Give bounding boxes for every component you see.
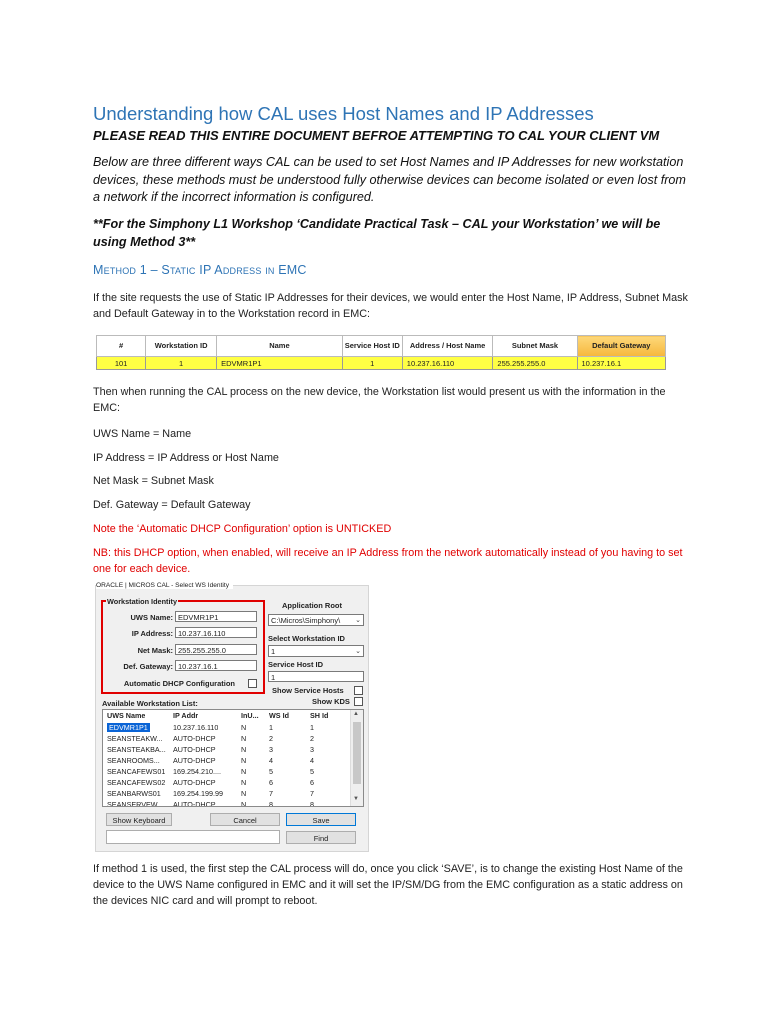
show-keyboard-button[interactable]: Show Keyboard (106, 813, 172, 826)
available-ws-list-label: Available Workstation List: (102, 699, 198, 708)
list-item[interactable] (103, 744, 350, 755)
col-subnet-mask: Subnet Mask (493, 336, 577, 357)
scroll-thumb[interactable] (353, 722, 361, 784)
list-cell: N (241, 745, 247, 754)
cell-service-host-id: 1 (342, 357, 402, 370)
list-cell: 7 (269, 789, 273, 798)
col-default-gateway: Default Gateway (577, 336, 665, 357)
list-item[interactable] (103, 766, 350, 777)
table-row (97, 357, 666, 370)
dialog-title: ORACLE | MICROS CAL - Select WS Identity (96, 582, 233, 589)
list-cell: 7 (310, 789, 314, 798)
list-cell: SEANBARWS01 (107, 789, 161, 798)
save-button[interactable]: Save (286, 813, 356, 826)
dhcp-checkbox[interactable] (248, 679, 257, 688)
cell-address: 10.237.16.110 (402, 357, 493, 370)
cell-subnet-mask: 255.255.255.0 (493, 357, 577, 370)
list-cell: 10.237.16.110 (173, 723, 219, 732)
emc-workstation-table (96, 335, 666, 370)
list-cell: N (241, 734, 247, 743)
method1-heading: Method 1 – Static IP Address in EMC (93, 263, 307, 277)
list-cell: 4 (310, 756, 314, 765)
list-header (103, 710, 350, 721)
list-cell: N (241, 789, 247, 798)
def-gateway-field[interactable]: 10.237.16.1 (175, 660, 257, 671)
uws-name-label: UWS Name: (130, 613, 173, 622)
uws-name-field[interactable]: EDVMR1P1 (175, 611, 257, 622)
intro-paragraph: Below are three different ways CAL can be used to set Host Names and IP Addresses for new workstation devices, these methods must be understood fully otherwise devices can become isolated or even lost from a network if the incorrect information is configured. (93, 155, 686, 204)
list-cell: AUTO-DHCP (173, 778, 216, 787)
list-cell: SEANROOMS... (107, 756, 160, 765)
list-cell: SEANSERVEW... (107, 800, 164, 807)
workstation-identity-group: Workstation Identity (107, 597, 178, 606)
list-cell: N (241, 756, 247, 765)
show-service-hosts-label: Show Service Hosts (272, 686, 344, 695)
select-ws-id-value: 1 (271, 647, 276, 656)
cell-number: 101 (97, 357, 146, 370)
application-root-value: C:\Micros\Simphony\ (271, 616, 341, 625)
list-cell: N (241, 800, 247, 807)
select-ws-id-label: Select Workstation ID (268, 634, 345, 643)
workshop-note: **For the Simphony L1 Workshop ‘Candidate Practical Task – CAL your Workstation’ we will be using Method 3** (93, 217, 661, 249)
select-ws-id-combo[interactable] (268, 645, 364, 657)
ip-address-label: IP Address: (131, 629, 173, 638)
list-cell: 2 (310, 734, 314, 743)
list-cell: SEANSTEAKW... (107, 734, 163, 743)
list-cell: SEANCAFEWS01 (107, 767, 166, 776)
cancel-button[interactable]: Cancel (210, 813, 280, 826)
list-cell: 8 (269, 800, 273, 807)
list-cell: 1 (269, 723, 273, 732)
def-gateway-label: Def. Gateway: (123, 662, 173, 671)
list-cell: SEANCAFEWS02 (107, 778, 166, 787)
list-cell: SEANSTEAKBA... (107, 745, 166, 754)
show-kds-checkbox[interactable] (354, 697, 363, 706)
list-col-inuse[interactable]: InU... (241, 711, 259, 720)
cell-workstation-id: 1 (146, 357, 217, 370)
cal-select-ws-dialog (95, 582, 369, 852)
list-cell: AUTO-DHCP (173, 756, 216, 765)
col-address: Address / Host Name (402, 336, 493, 357)
list-cell: 5 (269, 767, 273, 776)
mapping-gateway: Def. Gateway = Default Gateway (93, 499, 251, 511)
method1-intro: If the site requests the use of Static IP Addresses for their devices, we would enter the Host Name, IP Address, Subnet Mask and Default Gateway in to the Workstation record in EMC: (93, 292, 688, 320)
list-item[interactable] (103, 755, 350, 766)
mapping-ip: IP Address = IP Address or Host Name (93, 452, 279, 464)
list-cell: 8 (310, 800, 314, 807)
list-item[interactable] (103, 777, 350, 788)
cal-intro: Then when running the CAL process on the new device, the Workstation list would present us with the information in the EMC: (93, 386, 666, 414)
service-host-id-label: Service Host ID (268, 660, 324, 669)
list-cell: AUTO-DHCP (173, 800, 216, 807)
list-cell: 6 (269, 778, 273, 787)
chevron-down-icon: ⌄ (355, 617, 361, 624)
dhcp-note: Note the ‘Automatic DHCP Configuration’ option is UNTICKED (93, 523, 392, 535)
list-cell: N (241, 778, 247, 787)
chevron-down-icon: ⌄ (355, 648, 361, 655)
list-cell: 2 (269, 734, 273, 743)
list-cell: 3 (269, 745, 273, 754)
list-col-ip-addr[interactable]: IP Addr (173, 711, 199, 720)
dhcp-nb: NB: this DHCP option, when enabled, will receive an IP Address from the network automatically instead of you having to set one for each device. (93, 547, 683, 575)
list-cell: AUTO-DHCP (173, 745, 216, 754)
available-workstation-list[interactable] (102, 709, 364, 807)
net-mask-label: Net Mask: (137, 646, 173, 655)
show-service-hosts-checkbox[interactable] (354, 686, 363, 695)
service-host-id-field[interactable]: 1 (268, 671, 364, 682)
list-cell: 3 (310, 745, 314, 754)
cell-name: EDVMR1P1 (217, 357, 343, 370)
net-mask-field[interactable]: 255.255.255.0 (175, 644, 257, 655)
list-item[interactable] (103, 788, 350, 799)
dhcp-label: Automatic DHCP Configuration (123, 679, 235, 688)
method1-result: If method 1 is used, the first step the CAL process will do, once you click ‘SAVE’, is to change the existing Host Name of the device to the UWS Name configured in EMC and it will set the IP/SM/DG from the EMC configuration as a static address on the devices NIC card and will prompt to reboot. (93, 863, 683, 907)
list-scrollbar[interactable] (350, 710, 363, 806)
list-col-ws-id[interactable]: WS Id (269, 711, 289, 720)
cell-default-gateway: 10.237.16.1 (577, 357, 665, 370)
list-item[interactable] (103, 799, 350, 807)
application-root-label: Application Root (282, 601, 342, 610)
list-col-sh-id[interactable]: SH Id (310, 711, 329, 720)
col-number: # (97, 336, 146, 357)
page-title: Understanding how CAL uses Host Names and IP Addresses (93, 103, 594, 124)
col-name: Name (217, 336, 343, 357)
scroll-up-icon[interactable]: ▲ (353, 711, 359, 717)
mapping-uws: UWS Name = Name (93, 428, 192, 440)
find-button[interactable]: Find (286, 831, 356, 844)
workstation-identity-highlight (101, 597, 265, 694)
list-cell: EDVMR1P1 (109, 723, 148, 732)
list-cell: 5 (310, 767, 314, 776)
mapping-mask: Net Mask = Subnet Mask (93, 475, 214, 487)
list-item[interactable] (103, 733, 350, 744)
list-col-uws-name[interactable]: UWS Name (107, 711, 146, 720)
list-cell: 6 (310, 778, 314, 787)
list-cell: 169.254.199.99 (173, 789, 223, 798)
list-item[interactable] (103, 722, 350, 733)
list-cell: 169.254.210.... (173, 767, 221, 776)
col-service-host-id: Service Host ID (342, 336, 402, 357)
find-input[interactable] (106, 830, 280, 844)
application-root-combo[interactable] (268, 614, 364, 626)
table-header-row (97, 336, 666, 357)
warning-text: PLEASE READ THIS ENTIRE DOCUMENT BEFROE ATTEMPTING TO CAL YOUR CLIENT VM (93, 128, 660, 143)
list-cell: AUTO-DHCP (173, 734, 216, 743)
list-cell: N (241, 723, 247, 732)
show-kds-label: Show KDS (312, 697, 350, 706)
list-cell: 4 (269, 756, 273, 765)
list-cell: 1 (310, 723, 314, 732)
ip-address-field[interactable]: 10.237.16.110 (175, 627, 257, 638)
list-cell: N (241, 767, 247, 776)
scroll-down-icon[interactable]: ▼ (353, 796, 359, 802)
col-workstation-id: Workstation ID (146, 336, 217, 357)
